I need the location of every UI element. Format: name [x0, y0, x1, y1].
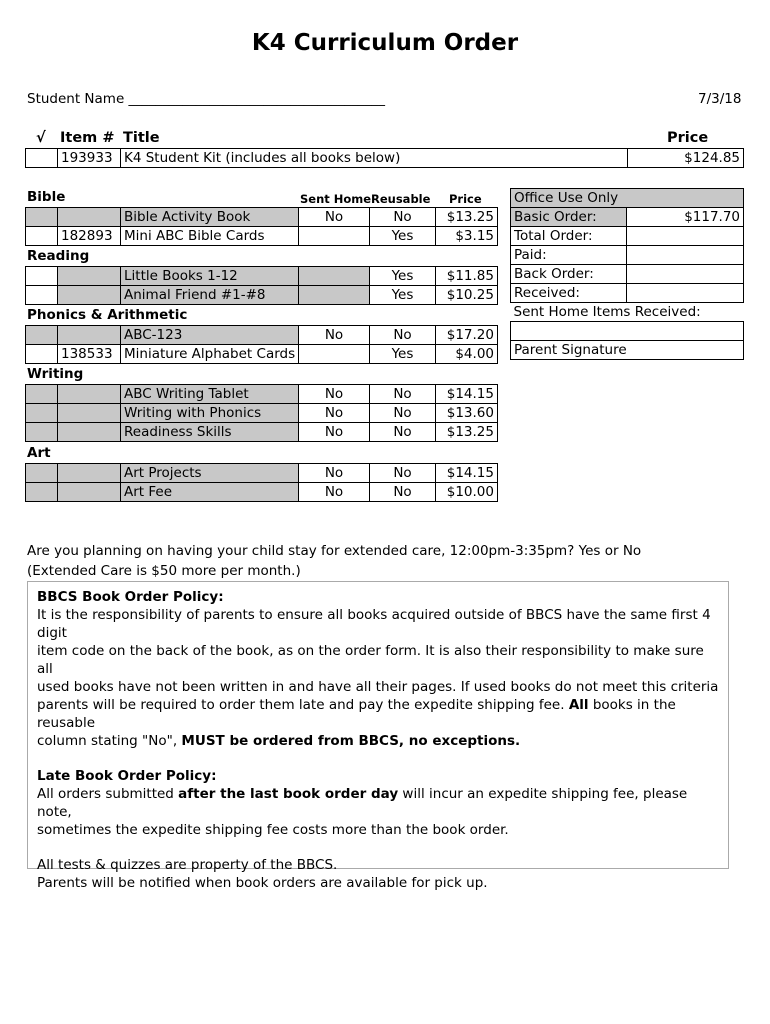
policy-text: item code on the back of the book, as on the order form. It is also their responsibility to make sure all — [37, 643, 704, 677]
book-price: $10.00 — [436, 483, 498, 502]
table-row — [26, 404, 498, 423]
sent-home-value: No — [299, 404, 370, 423]
table-row — [26, 208, 498, 227]
kit-check-box[interactable] — [26, 149, 58, 168]
reusable-value: No — [370, 483, 436, 502]
reusable-value: No — [370, 423, 436, 442]
reusable-value: Yes — [370, 345, 436, 364]
section-art: Art — [27, 445, 51, 461]
extended-care-question: Are you planning on having your child stay for extended care, 12:00pm-3:35pm? Yes or No — [27, 543, 642, 559]
check-box[interactable] — [26, 464, 58, 483]
book-title: Little Books 1-12 — [121, 267, 299, 286]
table-row — [26, 326, 498, 345]
check-box[interactable] — [26, 423, 58, 442]
table-row — [26, 423, 498, 442]
reusable-value: No — [370, 464, 436, 483]
table-row — [26, 385, 498, 404]
sent-home-value: No — [299, 423, 370, 442]
art-table — [25, 463, 498, 502]
sent-home-value — [299, 227, 370, 246]
student-name-field[interactable]: Student Name ______________________________________ — [27, 91, 386, 107]
late-policy-title: Late Book Order Policy: — [37, 768, 217, 784]
check-box[interactable] — [26, 208, 58, 227]
item-number: 138533 — [58, 345, 121, 364]
check-box[interactable] — [26, 404, 58, 423]
paid-label: Paid: — [511, 246, 627, 265]
check-box[interactable] — [26, 267, 58, 286]
policy-text: used books have not been written in and have all their pages. If used books do not meet this criteria — [37, 679, 719, 695]
policy-text: It is the responsibility of parents to ensure all books acquired outside of BBCS have the same first 4 digit — [37, 607, 711, 641]
check-box[interactable] — [26, 345, 58, 364]
section-phonics-arithmetic: Phonics & Arithmetic — [27, 307, 188, 323]
check-box[interactable] — [26, 227, 58, 246]
bbcs-policy-title: BBCS Book Order Policy: — [37, 589, 224, 605]
sent-home-value: No — [299, 483, 370, 502]
book-title: Writing with Phonics — [121, 404, 299, 423]
writing-table — [25, 384, 498, 442]
back-order-label: Back Order: — [511, 265, 627, 284]
sent-home-received-field[interactable] — [511, 322, 744, 341]
sent-home-value: No — [299, 326, 370, 345]
book-title: Mini ABC Bible Cards — [121, 227, 299, 246]
table-row — [26, 227, 498, 246]
sent-home-header: Sent Home — [300, 192, 372, 206]
sent-home-received-label: Sent Home Items Received: — [513, 304, 701, 320]
sent-home-value — [299, 286, 370, 305]
book-title: Animal Friend #1-#8 — [121, 286, 299, 305]
reading-table — [25, 266, 498, 305]
check-box[interactable] — [26, 385, 58, 404]
book-title: Art Projects — [121, 464, 299, 483]
check-box[interactable] — [26, 326, 58, 345]
check-box[interactable] — [26, 483, 58, 502]
item-number — [58, 464, 121, 483]
price-column-header: Price — [667, 130, 709, 146]
back-order-field[interactable] — [627, 265, 744, 284]
sent-home-value: No — [299, 464, 370, 483]
policy-box — [27, 581, 729, 891]
book-title: Bible Activity Book — [121, 208, 299, 227]
price-header: Price — [449, 192, 482, 206]
item-number — [58, 385, 121, 404]
item-number — [58, 423, 121, 442]
parent-signature-field[interactable]: Parent Signature — [511, 341, 744, 360]
sent-home-value — [299, 345, 370, 364]
book-title: Miniature Alphabet Cards — [121, 345, 299, 364]
reusable-value: No — [370, 404, 436, 423]
book-title: ABC Writing Tablet — [121, 385, 299, 404]
policy-text: All orders submitted after the last book order day will incur an expedite shipping fee, please note, — [37, 786, 688, 820]
section-writing: Writing — [27, 366, 84, 382]
book-price: $17.20 — [436, 326, 498, 345]
reusable-value: Yes — [370, 286, 436, 305]
title-column-header: Title — [123, 130, 160, 146]
book-title: Readiness Skills — [121, 423, 299, 442]
office-use-header: Office Use Only — [511, 189, 744, 208]
total-order-field[interactable] — [627, 227, 744, 246]
kit-item-number: 193933 — [58, 149, 121, 168]
basic-order-value: $117.70 — [627, 208, 744, 227]
book-title: ABC-123 — [121, 326, 299, 345]
kit-title: K4 Student Kit (includes all books below) — [121, 149, 628, 168]
sent-home-value: No — [299, 208, 370, 227]
pickup-note: Parents will be notified when book orders are available for pick up. — [37, 875, 488, 891]
table-row — [26, 464, 498, 483]
page-title: K4 Curriculum Order — [251, 30, 519, 56]
received-field[interactable] — [627, 284, 744, 303]
paid-field[interactable] — [627, 246, 744, 265]
book-title: Art Fee — [121, 483, 299, 502]
section-reading: Reading — [27, 248, 90, 264]
reusable-value: No — [370, 208, 436, 227]
section-bible: Bible — [27, 189, 66, 205]
book-price: $14.15 — [436, 385, 498, 404]
book-price: $11.85 — [436, 267, 498, 286]
policy-text: sometimes the expedite shipping fee costs more than the book order. — [37, 822, 509, 838]
phonics-table — [25, 325, 498, 364]
item-number — [58, 208, 121, 227]
office-use-table — [510, 188, 744, 360]
kit-price: $124.85 — [628, 149, 744, 168]
table-row — [26, 483, 498, 502]
reusable-value: Yes — [370, 267, 436, 286]
table-row — [26, 345, 498, 364]
book-price: $13.25 — [436, 208, 498, 227]
table-row — [26, 286, 498, 305]
kit-row — [26, 149, 744, 168]
book-price: $4.00 — [436, 345, 498, 364]
sent-home-value — [299, 267, 370, 286]
check-box[interactable] — [26, 286, 58, 305]
received-label: Received: — [511, 284, 627, 303]
book-price: $13.25 — [436, 423, 498, 442]
reusable-value: No — [370, 326, 436, 345]
kit-table — [25, 148, 744, 168]
bible-table — [25, 207, 498, 246]
reusable-value: Yes — [370, 227, 436, 246]
item-number: 182893 — [58, 227, 121, 246]
book-price: $14.15 — [436, 464, 498, 483]
policy-text: column stating "No", MUST be ordered from BBCS, no exceptions. — [37, 733, 521, 749]
item-number — [58, 326, 121, 345]
item-number — [58, 267, 121, 286]
tests-note: All tests & quizzes are property of the BBCS. — [37, 857, 338, 873]
item-number — [58, 404, 121, 423]
sent-home-value: No — [299, 385, 370, 404]
book-price: $3.15 — [436, 227, 498, 246]
item-number — [58, 286, 121, 305]
extended-care-note: (Extended Care is $50 more per month.) — [27, 563, 301, 579]
item-number — [58, 483, 121, 502]
item-column-header: Item # — [60, 130, 115, 146]
reusable-value: No — [370, 385, 436, 404]
book-price: $13.60 — [436, 404, 498, 423]
check-column-header: √ — [36, 130, 46, 146]
total-order-label: Total Order: — [511, 227, 627, 246]
table-row — [26, 267, 498, 286]
book-price: $10.25 — [436, 286, 498, 305]
reusable-header: Reusable — [371, 192, 431, 206]
order-date: 7/3/18 — [698, 91, 742, 107]
basic-order-label: Basic Order: — [511, 208, 627, 227]
policy-text: parents will be required to order them late and pay the expedite shipping fee. All books in the reusable — [37, 697, 676, 731]
